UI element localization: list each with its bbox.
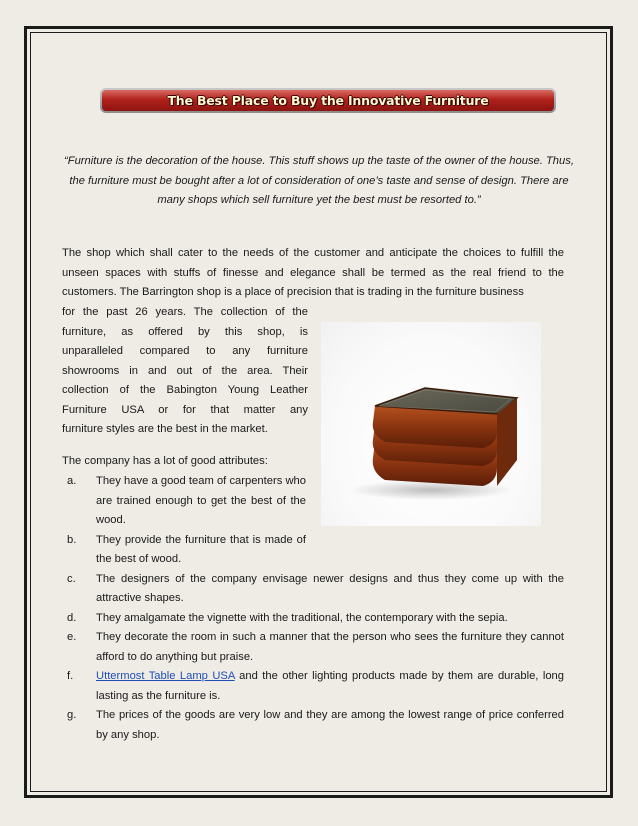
list-marker: c. <box>67 572 76 585</box>
list-item <box>62 609 564 629</box>
list-item <box>62 570 564 609</box>
list-marker: f. <box>67 670 74 682</box>
paragraph-line: showrooms in and out of the area. Their <box>62 364 308 377</box>
intro-quote: “Furniture is the decoration of the house. This stuff shows up the taste of the owner of the house. Thus, the furniture must be bought after a lot of consideration of one’s taste and sense of design. There are many shops which sell furniture yet the best must be resorted to.” <box>64 155 574 206</box>
paragraph-line: furniture, as offered by this shop, is <box>62 325 308 338</box>
title-banner <box>100 88 556 113</box>
list-marker: e. <box>67 631 77 643</box>
paragraph-line: unparalleled compared to any furniture <box>62 345 308 357</box>
list-item <box>62 667 564 706</box>
paragraph-intro: The shop which shall cater to the needs of the customer and anticipate the choices to fulfill the unseen spaces with stuffs of finesse and elegance shall be termed as the real friend to the customers. The Barrington shop is a place of precision that is trading in the furniture business <box>62 247 564 298</box>
list-item-text: They have a good team of carpenters who are trained enough to get the best of the wood. <box>96 475 306 526</box>
list-item-text: The designers of the company envisage newer designs and thus they come up with the attractive shapes. <box>96 572 564 604</box>
list-item <box>62 706 564 745</box>
list-item-text: and the other lighting products made by them are durable, long lasting as the furniture is. <box>96 670 564 702</box>
company-intro: The company has a lot of good attributes: <box>62 455 268 467</box>
list-item-text: They decorate the room in such a manner that the person who sees the furniture they cannot afford to do anything but praise. <box>96 631 564 663</box>
attributes-list <box>62 472 564 745</box>
list-item-text: They provide the furniture that is made of the best of wood. <box>96 533 306 565</box>
list-item-text: The prices of the goods are very low and they are among the lowest range of price conferred by any shop. <box>96 709 564 741</box>
list-item <box>62 472 306 531</box>
list-item-text: They amalgamate the vignette with the traditional, the contemporary with the sepia. <box>96 611 508 624</box>
paragraph-line: collection of the Babington Young Leather <box>62 384 308 396</box>
uttermost-table-lamp-link[interactable]: Uttermost Table Lamp USA <box>96 670 235 682</box>
list-marker: g. <box>67 709 77 721</box>
paragraph-line: for the past 26 years. The collection of the <box>62 306 308 318</box>
list-marker: d. <box>67 611 77 624</box>
paragraph-line: Furniture USA or for that matter any <box>62 403 308 416</box>
list-item <box>62 628 564 667</box>
paragraph-line: furniture styles are the best in the market. <box>62 423 268 435</box>
list-marker: b. <box>67 533 77 546</box>
list-marker: a. <box>67 475 77 487</box>
paragraph-continued <box>62 303 308 440</box>
page-title: The Best Place to Buy the Innovative Furniture <box>167 93 489 108</box>
list-item <box>62 531 306 570</box>
